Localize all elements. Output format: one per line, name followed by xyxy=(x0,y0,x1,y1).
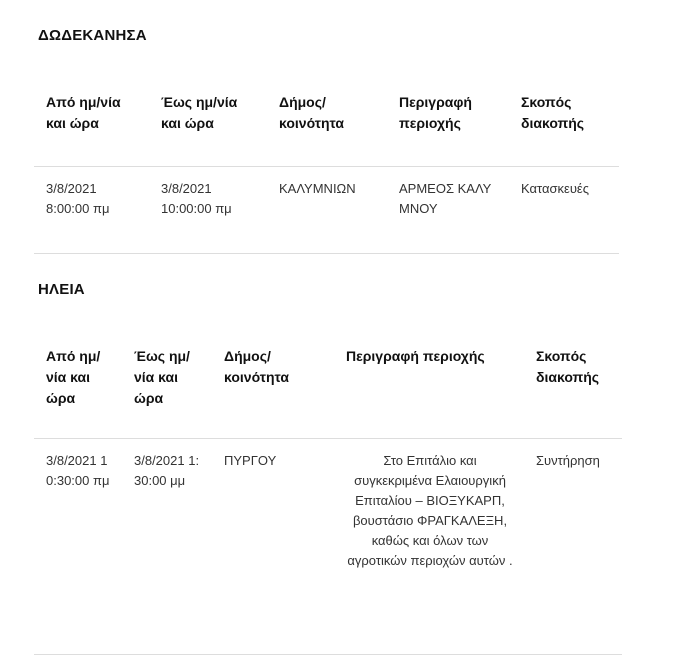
cell-municipality: ΚΑΛΥΜΝΙΩΝ xyxy=(279,180,356,196)
outage-table-dodecanese xyxy=(34,80,619,254)
header-municipality: Δήμος/ κοινότητα xyxy=(279,94,344,131)
header-to-datetime: Έως ημ/νία και ώρα xyxy=(161,94,238,131)
table-row xyxy=(34,438,622,654)
table-row xyxy=(34,166,619,253)
cell-area-description: Στο Επιτάλιο και συγκεκριμένα Ελαιουργική Επιταλίου – ΒΙΟΞΥΚΑΡΠ, βουστάσιο ΦΡΑΓΚΑΛΕΞΗ, καθώς και όλων των αγροτικών περιοχών αυτών . xyxy=(347,452,513,568)
cell-from-datetime: 3/8/2021 10:30:00 πμ xyxy=(46,452,110,488)
section-title-ilia: ΗΛΕΙΑ xyxy=(38,281,85,298)
cell-municipality: ΠΥΡΓΟΥ xyxy=(224,452,277,468)
header-outage-purpose: Σκοπός διακοπής xyxy=(536,348,600,385)
outage-table-ilia xyxy=(34,334,622,655)
cell-from-datetime: 3/8/2021 8:00:00 πμ xyxy=(46,180,110,216)
section-title-dodecanese: ΔΩΔΕΚΑΝΗΣΑ xyxy=(38,27,147,44)
header-outage-purpose: Σκοπός διακοπής xyxy=(521,94,585,131)
header-to-datetime: Έως ημ/νία και ώρα xyxy=(134,348,190,406)
cell-outage-purpose: Συντήρηση xyxy=(536,452,600,468)
header-from-datetime: Από ημ/νία και ώρα xyxy=(46,94,121,131)
table-header-row xyxy=(34,80,619,166)
header-area-description: Περιγραφή περιοχής xyxy=(399,94,472,131)
cell-area-description: ΑΡΜΕΟΣ ΚΑΛΥΜΝΟΥ xyxy=(399,180,492,216)
cell-to-datetime: 3/8/2021 10:00:00 πμ xyxy=(161,180,232,216)
header-municipality: Δήμος/ κοινότητα xyxy=(224,348,289,385)
header-from-datetime: Από ημ/νία και ώρα xyxy=(46,348,101,406)
cell-outage-purpose: Κατασκευές xyxy=(521,180,589,196)
header-area-description: Περιγραφή περιοχής xyxy=(346,348,485,364)
table-header-row xyxy=(34,334,622,438)
cell-to-datetime: 3/8/2021 1:30:00 μμ xyxy=(134,452,200,488)
